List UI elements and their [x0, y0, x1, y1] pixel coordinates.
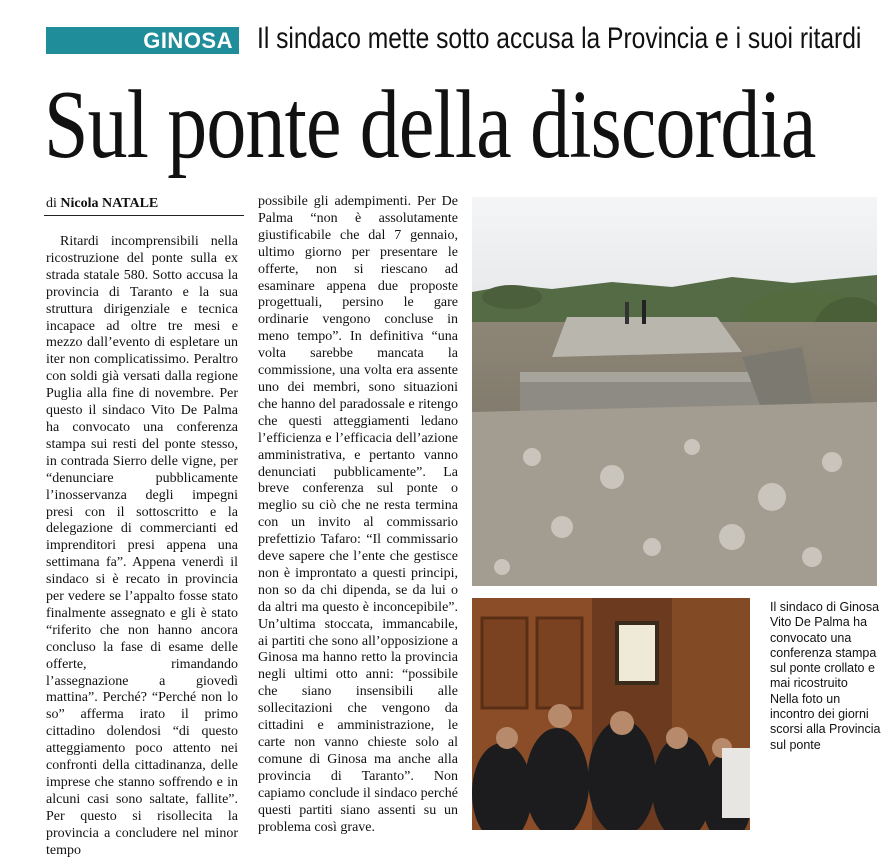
photo-caption	[770, 600, 881, 753]
column-2-text: possibile gli adempimenti. Per De Palma “non è assolutamente giustificabile che dal 7 gennaio, ultimo giorno per presentare le offerte, non si riescano ad esaminare appena due proposte progettuali, persino le gare ordinarie vengono concluse in meno tempo”. In definitiva “una volta sarebbe mancata la commissione, una volta era assente uno dei membri, sono situazioni che hanno del paradossale e ritengo che questi atteggiamenti ledano l’efficienza e l’efficacia dell’azione amministrativa, e pertanto vanno denunciati pubblicamente”. La breve conferenza sul ponte o meglio su ciò che ne resta termina con un invito al commissario prefettizio Tafaro: “Il commissario deve sapere che l’ente che gestisce non è improntato a questi principi, non so da chi dipenda, se da lui o da altri ma questo è inconcepibile”. Un’ultima stoccata, immancabile, ai partiti che sono all’opposizione a Ginosa ma hanno retto la provincia negli ultimi otto anni: “possibile che siano insensibili alle sollecitazioni che vengono da cittadini e amministrazione, le carte non vanno chieste solo al comune di Ginosa ma anche alla provincia di Taranto”. Non capiamo conclude il sindaco perché questi partiti siano assenti su un problema così grave.	[258, 194, 458, 835]
caption-line: Vito De Palma ha	[770, 615, 868, 630]
caption-line: sul ponte	[770, 737, 821, 752]
caption-line: Nella foto un	[770, 691, 841, 706]
caption-line: incontro dei giorni	[770, 707, 869, 722]
column-1-text: Ritardi incomprensibili nella ricostruzione del ponte sulla ex strada statale 580. Sotto accusa la provincia di Taranto e la sua struttura dirigenziale e tecnica incapace ad oltre tre mesi e mezzo dall’evento di espletare un iter non complicatissimo. Peraltro con soldi già versati dalla regione Puglia alla fine di novembre. Per questo il sindaco Vito De Palma ha convocato una conferenza stampa sui resti del ponte stesso, in contrada Sierro delle vigne, per “denunciare pubblicamente l’inosservanza degli impegni presi con il sottoscritto e la delegazione di commercianti ed imprenditori presi appena una settimana fa”. Appena venerdì il sindaco si è recato in provincia per vedere se l’appalto fosse stato finalmente assegnato e gli è stato “riferito che non hanno ancora concluso la fase di esame delle offerte, rimandando l’assegnazione a giovedì mattina”. Perché? “Perché non lo so” afferma irato il primo cittadino dolendosi “di questo atteggiamento poco attento nei confronti della cittadinanza, delle imprese che stanno soffrendo e in alcuni casi sono saltate, fallite”. Per questo si risollecita la provincia a concludere nel minor tempo	[46, 234, 238, 858]
article-column-1	[46, 234, 238, 860]
kicker: Il sindaco mette sotto accusa la Provincia e i suoi ritardi	[257, 22, 862, 55]
byline-author: Nicola NATALE	[60, 196, 159, 211]
bridge-photo	[472, 197, 877, 586]
byline-prefix: di	[46, 196, 57, 211]
article-column-2	[258, 194, 458, 836]
headline: Sul ponte della discordia	[44, 71, 816, 179]
caption-line: Il sindaco di Ginosa	[770, 600, 880, 614]
caption-line: mai ricostruito	[770, 676, 848, 691]
byline-rule	[44, 215, 244, 216]
section-tag-label: GINOSA	[143, 28, 233, 53]
byline	[46, 196, 158, 212]
caption-line: sul ponte crollato e	[770, 661, 875, 676]
section-tag	[46, 27, 239, 54]
caption-line: conferenza stampa	[770, 645, 877, 660]
caption-line: scorsi alla Provincia	[770, 722, 881, 737]
meeting-photo	[472, 598, 750, 830]
caption-line: convocato una	[770, 630, 852, 645]
